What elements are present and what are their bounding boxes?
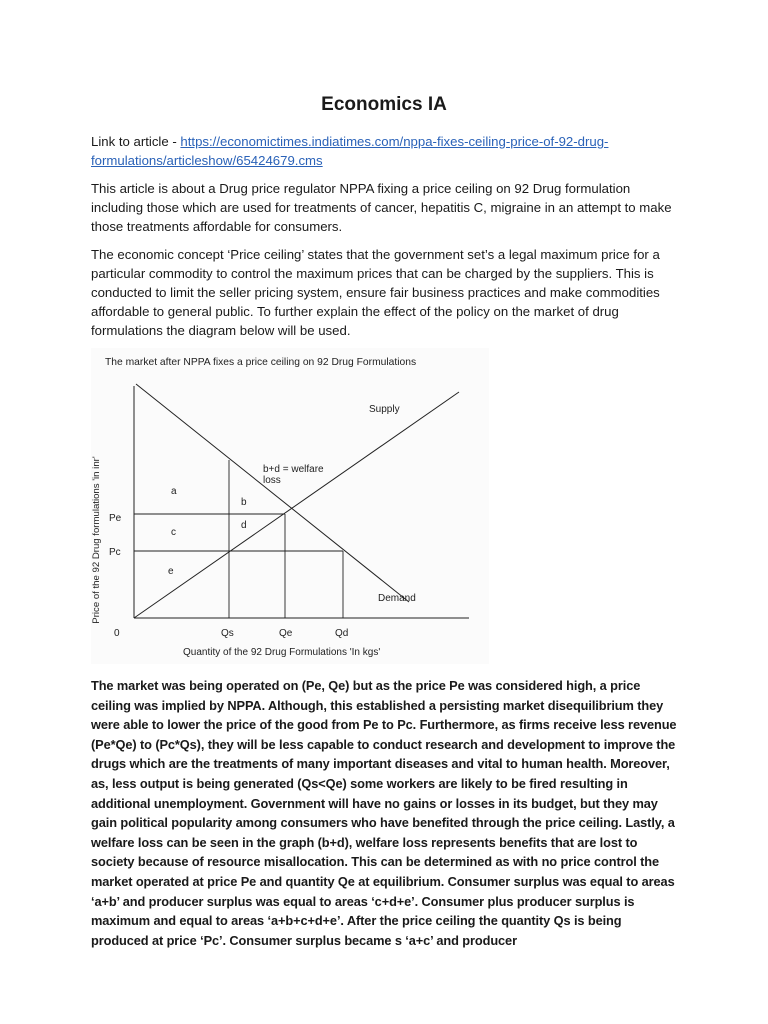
x-tick-qd: Qd (335, 628, 349, 639)
supply-label: Supply (369, 404, 400, 415)
y-axis-label: Price of the 92 Drug formulations 'in inr' (91, 456, 102, 624)
area-label-c: c (171, 527, 176, 538)
area-label-e: e (168, 566, 174, 577)
demand-label: Demand (378, 593, 416, 604)
area-label-d: d (241, 520, 247, 531)
link-prefix: Link to article - (91, 134, 181, 149)
y-tick-pe: Pe (109, 513, 122, 524)
article-link[interactable]: https://economictimes.indiatimes.com/nppa-fixes-ceiling-price-of-92-drug- formulations/articleshow/65424679.cms (91, 134, 609, 168)
origin-label: 0 (114, 628, 120, 639)
area-label-a: a (171, 486, 177, 497)
demand-curve (136, 384, 409, 602)
area-label-b: b (241, 497, 247, 508)
welfare-label-line1: b+d = welfare (263, 464, 324, 475)
diagram-svg (91, 348, 489, 664)
analysis-paragraph: The market was being operated on (Pe, Qe) but as the price Pe was considered high, a price ceiling was implied by NPPA. Although, this established a persisting market disequilibrium they were able to lower the price of the good from Pe to Pc. Furthermore, as firms receive less revenue (Pe*Qe) to (Pc*Qs), they will be less capable to conduct research and development to improve the drugs which are the treatments of many important diseases and vital to human health. Moreover, as, less output is being generated (Qs<Qe) some workers are likely to be fired resulting in additional unemployment. Government will have no gains or losses in its budget, but they may gain political popularity among consumers who have benefited through the price ceiling. Lastly, a welfare loss can be seen in the graph (b+d), welfare loss represents benefits that are lost to society because of resource misallocation. This can be determined as with no price control the market operated at price Pe and quantity Qe at equilibrium. Consumer surplus was equal to areas ‘a+b’ and producer surplus was equal to areas ‘c+d+e’. Consumer plus producer surplus is maximum and equal to areas ‘a+b+c+d+e’. After the price ceiling the quantity Qs is being produced at price ‘Pc’. Consumer surplus became s ‘a+c’ and producer (91, 678, 677, 948)
x-tick-qe: Qe (279, 628, 293, 639)
supply-curve (134, 392, 459, 618)
x-axis-label: Quantity of the 92 Drug Formulations 'In kgs' (183, 647, 381, 658)
price-ceiling-diagram (91, 348, 489, 664)
y-tick-pc: Pc (109, 547, 121, 558)
concept-paragraph: The economic concept ‘Price ceiling’ states that the government set’s a legal maximum price for a particular commodity to control the maximum prices that can be charged by the suppliers. This is conducted to limit the seller pricing system, ensure fair business practices and make commodities affordable to general public. To further explain the effect of the policy on the market of drug formulations the diagram below will be used. (91, 247, 660, 338)
welfare-label-line2: loss (263, 475, 281, 486)
intro-paragraph: This article is about a Drug price regulator NPPA fixing a price ceiling on 92 Drug formulation including those which are used for treatments of cancer, hepatitis C, migraine in an attempt to make those treatments affordable for consumers. (91, 181, 672, 234)
x-tick-qs: Qs (221, 628, 234, 639)
diagram-title: The market after NPPA fixes a price ceiling on 92 Drug Formulations (105, 357, 417, 368)
article-link-paragraph (91, 132, 681, 170)
document-title: Economics IA (321, 94, 447, 115)
